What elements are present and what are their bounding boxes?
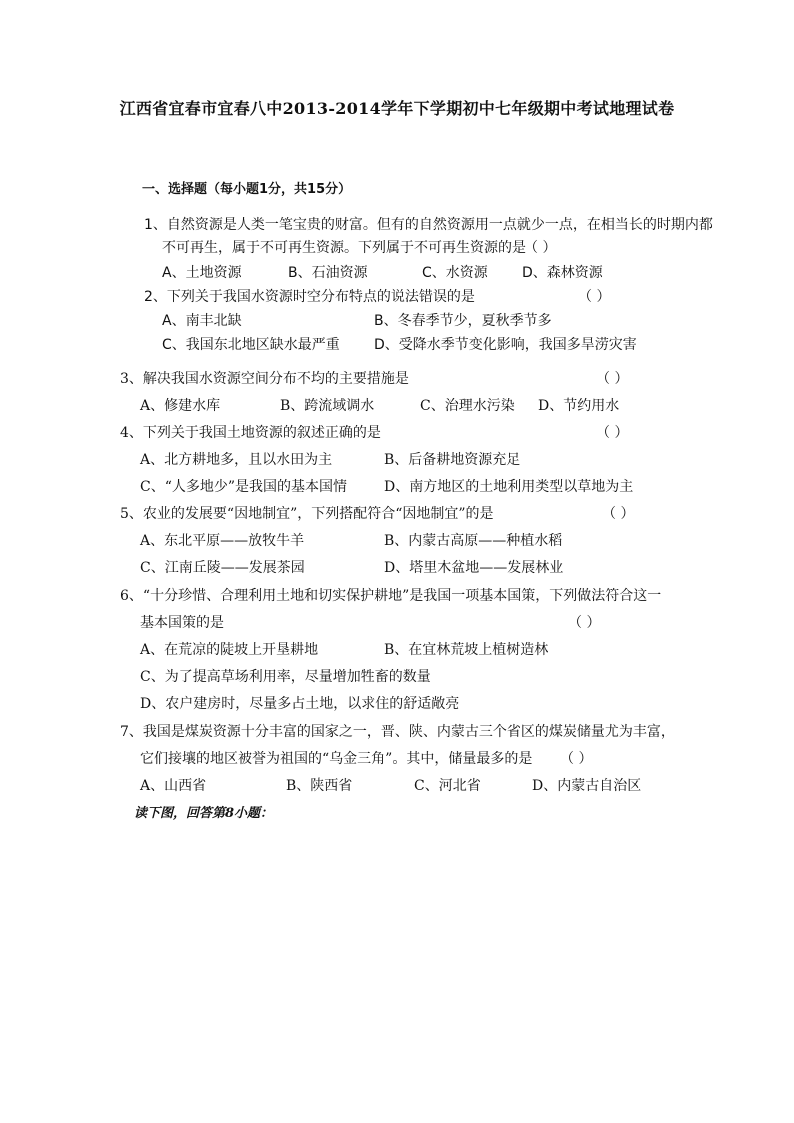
- q1-option-d: D、森林资源: [522, 265, 603, 281]
- q5-line1: 5、农业的发展要“因地制宜”，下列搭配符合“因地制宜”的是: [120, 506, 494, 522]
- q4-line1: 4、下列关于我国土地资源的叙述正确的是: [120, 425, 381, 441]
- q6-line1: 6、“十分珍惜、合理利用土地和切实保护耕地”是我国一项基本国策，下列做法符合这一: [120, 588, 662, 604]
- q7-option-a: A、山西省: [140, 778, 207, 794]
- q6-paren: （ ）: [568, 615, 601, 631]
- q4-option-c: C、“人多地少”是我国的基本国情: [140, 479, 348, 495]
- q3-option-d: D、节约用水: [538, 398, 620, 414]
- q1-line1: 1、自然资源是人类一笔宝贵的财富。但有的自然资源用一点就少一点，在相当长的时期内都: [144, 217, 713, 233]
- q5-paren: （ ）: [602, 506, 635, 522]
- page-title: 江西省宜春市宜春八中2013-2014学年下学期初中七年级期中考试地理试卷: [119, 99, 675, 118]
- q5-option-d: D、塔里木盆地——发展林业: [384, 560, 564, 576]
- q6-option-b: B、在宜林荒坡上植树造林: [384, 642, 549, 658]
- q7-option-d: D、内蒙古自治区: [532, 778, 642, 794]
- q4-option-d: D、南方地区的土地利用类型以草地为主: [384, 479, 634, 495]
- q7-line2: 它们接壤的地区被誉为祖国的“乌金三角”。其中，储量最多的是: [140, 751, 533, 767]
- q4-paren: （ ）: [596, 425, 629, 441]
- q2-option-d: D、受降水季节变化影响，我国多旱涝灾害: [374, 337, 637, 353]
- q6-line2: 基本国策的是: [140, 615, 224, 631]
- q7-line1: 7、我国是煤炭资源十分丰富的国家之一，晋、陕、内蒙古三个省区的煤炭储量尤为丰富，: [120, 724, 675, 740]
- q6-option-d: D、农户建房时，尽量多占土地，以求住的舒适敞亮: [140, 696, 460, 712]
- q7-paren: （ ）: [560, 751, 593, 767]
- q6-option-c: C、为了提高草场利用率，尽量增加牲畜的数量: [140, 669, 431, 685]
- q3-option-b: B、跨流域调水: [280, 398, 375, 414]
- q1-option-b: B、石油资源: [288, 265, 368, 281]
- q1-option-c: C、水资源: [422, 265, 488, 281]
- q6-option-a: A、在荒凉的陡坡上开垦耕地: [140, 642, 319, 658]
- q2-paren: （ ）: [578, 289, 611, 305]
- q1-paren: （ ）: [524, 240, 557, 256]
- q7-option-c: C、河北省: [414, 778, 481, 794]
- q1-option-a: A、土地资源: [162, 265, 242, 281]
- q2-line1: 2、下列关于我国水资源时空分布特点的说法错误的是: [144, 289, 475, 305]
- q1-line2: 不可再生，属于不可再生资源。下列属于不可再生资源的是: [162, 240, 526, 256]
- q3-option-a: A、修建水库: [140, 398, 221, 414]
- q3-paren: （ ）: [596, 371, 629, 387]
- q2-option-a: A、南丰北缺: [162, 313, 242, 329]
- q2-option-c: C、我国东北地区缺水最严重: [162, 337, 340, 353]
- q5-option-a: A、东北平原——放牧牛羊: [140, 533, 305, 549]
- q7-option-b: B、陕西省: [286, 778, 353, 794]
- q2-option-b: B、冬春季节少，夏秋季节多: [374, 313, 552, 329]
- figure-instruction: 读下图，回答第8小题：: [134, 806, 274, 821]
- q3-option-c: C、治理水污染: [420, 398, 515, 414]
- q5-option-b: B、内蒙古高原——种植水稻: [384, 533, 563, 549]
- q4-option-b: B、后备耕地资源充足: [384, 452, 521, 468]
- q5-option-c: C、江南丘陵——发展茶园: [140, 560, 305, 576]
- section-heading: 一、选择题（每小题1分，共15分）: [142, 182, 352, 197]
- q4-option-a: A、北方耕地多，且以水田为主: [140, 452, 333, 468]
- q3-line1: 3、解决我国水资源空间分布不均的主要措施是: [120, 371, 409, 387]
